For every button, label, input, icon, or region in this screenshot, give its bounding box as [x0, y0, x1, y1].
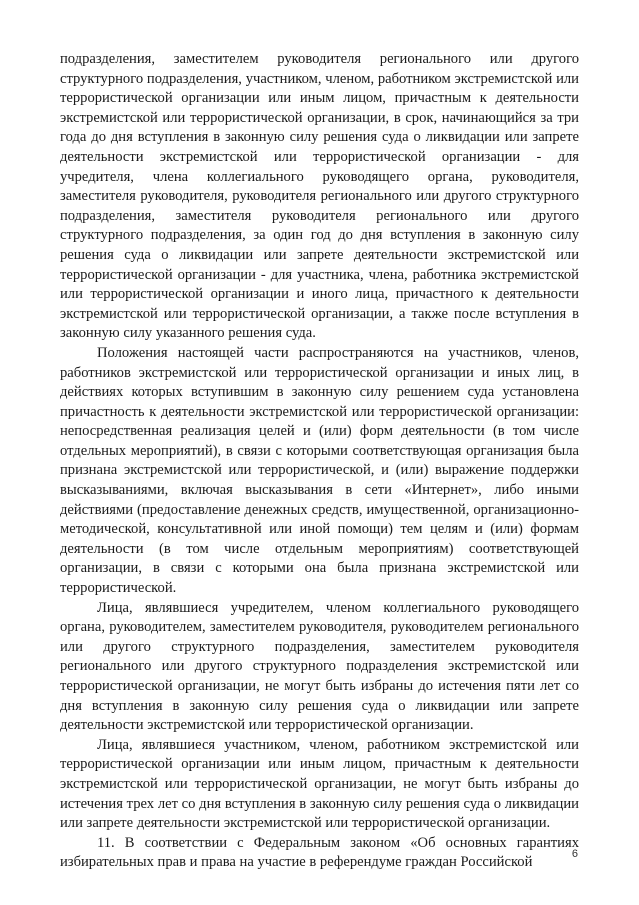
paragraph-4: Лица, являвшиеся участником, членом, работником экстремистской или террористической организации или иным лицом, причастным к деятельности экстремистской или террористической организации, не могут быть избраны до истечения трех лет со дня вступления в законную силу решения суда о ликвидации или запрете деятельности экстремистской или террористической организации. — [60, 736, 579, 832]
paragraph-1: подразделения, заместителем руководителя регионального или другого структурного подразделения, участником, членом, работником экстремистской или террористической организации или иным лицом, причастным к деятельности экстремистской или террористической организации, в срок, начинающийся за три года до дня вступления в законную силу решения суда о ликвидации или запрете деятельности экстремистской или террористической организации - для учредителя, члена коллегиального руководящего органа, руководителя, заместителя руководителя, руководителя регионального или другого структурного подразделения, заместителя руководителя регионального или другого структурного подразделения, за один год до дня вступления в законную силу решения суда о ликвидации или запрете деятельности экстремистской или террористической организации - для участника, члена, работника экстремистской или террористической организации и иного лица, причастного к деятельности экстремистской или террористической организации, а также после вступления в законную силу указанного решения суда. — [60, 51, 579, 342]
paragraph-3: Лица, являвшиеся учредителем, членом коллегиального руководящего органа, руководителем, заместителем руководителя, руководителем регионального или другого структурного подразделения, заместителем руководителя регионального или другого структурного подразделения экстремистской или террористической организации, не могут быть избраны до истечения пяти лет со дня вступления в законную силу решения суда о ликвидации или запрете деятельности экстремистской или террористической организации. — [60, 599, 579, 734]
document-body — [60, 50, 579, 873]
paragraph-2: Положения настоящей части распространяются на участников, членов, работников экстремистской или террористической организации и иных лиц, в действиях которых вступившим в законную силу решением суда установлена причастность к деятельности экстремистской или террористической организации: непосредственная реализация целей и (или) форм деятельности (в том числе отдельных мероприятий), в связи с которыми соответствующая организация была признана экстремистской или террористической, и (или) выражение поддержки высказываниями, включая высказывания в сети «Интернет», либо иными действиями (предоставление денежных средств, имущественной, организационно-методической, консультативной или иной помощи) тем целям и (или) формам деятельности (в том числе отдельным мероприятиям) соответствующей организации, в связи с которыми она была признана экстремистской или террористической. — [60, 344, 579, 597]
page-number: 6 — [571, 848, 578, 860]
paragraph-5: 11. В соответствии с Федеральным законом «Об основных гарантиях избирательных прав и права на участие в референдуме граждан Российской — [60, 834, 579, 871]
